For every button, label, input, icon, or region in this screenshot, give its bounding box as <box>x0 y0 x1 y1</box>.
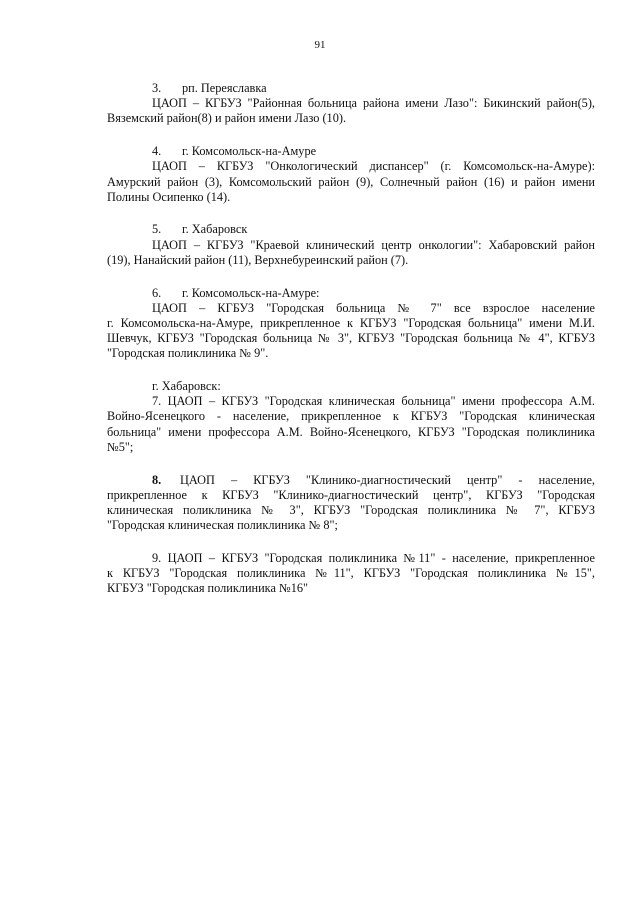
section-3 <box>107 81 595 127</box>
text-line: больница" имени профессора А.М. Войно-Ясенецкого, КГБУЗ "Городская поликлиника <box>107 424 595 439</box>
text-line: ЦАОП – КГБУЗ "Клинико-диагностический центр" - население, <box>180 472 595 487</box>
text-line: Шевчук, КГБУЗ "Городская больница № 3", КГБУЗ "Городская больница № 4", КГБУЗ <box>107 331 595 346</box>
section-number: 4. <box>152 144 162 159</box>
text-line: к КГБУЗ "Городская поликлиника №11", КГБУЗ "Городская поликлиника №15", <box>107 566 595 581</box>
section-6 <box>107 286 595 362</box>
text-line: г. Комсомольска-на-Амуре, прикрепленное к КГБУЗ "Городская больница" имени М.И. <box>107 315 595 330</box>
section-heading <box>107 222 595 237</box>
text-line: Амурский район (3), Комсомольский район (9), Солнечный район (16) и район имени <box>107 174 595 189</box>
section-heading <box>107 286 595 301</box>
text-line: ЦАОП – КГБУЗ "Краевой клинический центр онкологии": Хабаровский район <box>152 237 595 252</box>
text-line: ЦАОП – КГБУЗ "Районная больница района имени Лазо": Бикинский район(5), <box>152 96 595 111</box>
page-number: 91 <box>314 39 326 51</box>
section-heading <box>107 81 595 96</box>
section-9 <box>107 551 595 597</box>
text-line: 7. ЦАОП – КГБУЗ "Городская клиническая больница" имени профессора А.М. <box>152 394 595 409</box>
text-line: №5"; <box>107 439 134 454</box>
text-line: Войно-Ясенецкого - население, прикрепленное к КГБУЗ "Городская клиническая <box>107 409 595 424</box>
text-line: прикрепленное к КГБУЗ "Клинико-диагностический центр", КГБУЗ "Городская <box>107 487 595 502</box>
section-place: г. Хабаровск <box>182 222 248 237</box>
section-heading <box>107 144 595 159</box>
text-line: (19), Нанайский район (11), Верхнебуреинский район (7). <box>107 252 409 267</box>
text-line: "Городская клиническая поликлиника № 8"; <box>107 518 338 533</box>
section-place: г. Комсомольск-на-Амуре: <box>182 285 320 300</box>
section-place: рп. Переяславка <box>182 81 267 95</box>
text-line: КГБУЗ "Городская поликлиника №16" <box>107 581 309 596</box>
section-place: г. Комсомольск-на-Амуре <box>182 144 317 159</box>
section-heading <box>107 473 595 488</box>
section-heading: г. Хабаровск: <box>152 379 221 394</box>
text-line: "Городская поликлиника № 9". <box>107 346 269 361</box>
document-body <box>107 81 595 614</box>
text-line: клиническая поликлиника № 3", КГБУЗ "Городская поликлиника № 7", КГБУЗ <box>107 502 595 517</box>
section-8 <box>107 473 595 534</box>
section-number: 5. <box>152 222 162 237</box>
section-7 <box>107 379 595 455</box>
section-number: 3. <box>152 81 162 95</box>
text-line: Полины Осипенко (14). <box>107 189 231 204</box>
section-number: 8. <box>152 472 162 487</box>
text-line: ЦАОП – КГБУЗ "Онкологический диспансер" (г. Комсомольск-на-Амуре): <box>152 159 595 174</box>
text-line: Вяземский район(8) и район имени Лазо (10). <box>107 111 347 126</box>
section-number: 6. <box>152 285 162 300</box>
section-4 <box>107 144 595 205</box>
text-line: 9. ЦАОП – КГБУЗ "Городская поликлиника №11" - население, прикрепленное <box>152 550 595 565</box>
section-5 <box>107 222 595 268</box>
text-line: ЦАОП – КГБУЗ "Городская больница № 7" все взрослое население <box>152 300 595 315</box>
